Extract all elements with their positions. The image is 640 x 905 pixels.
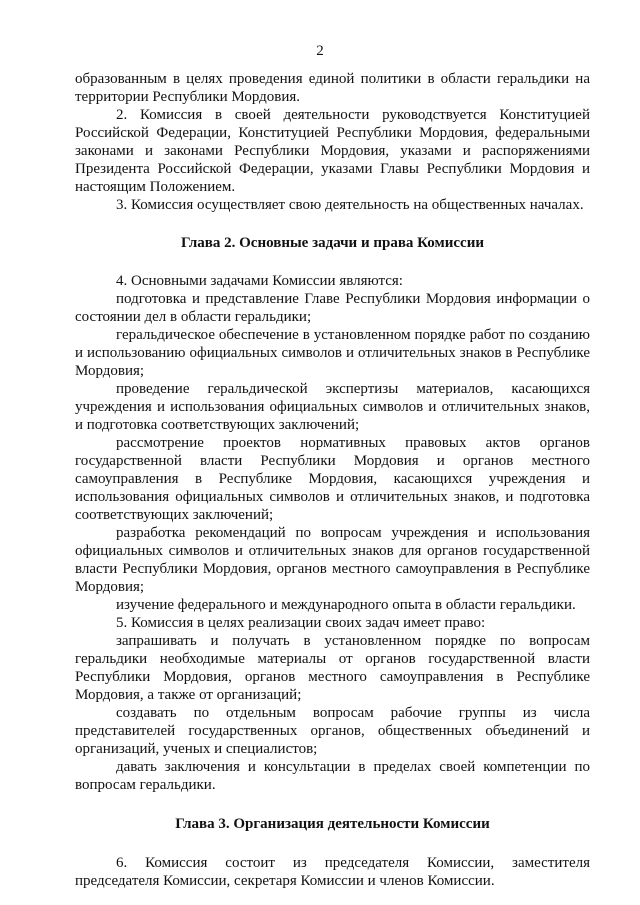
paragraph: образованным в целях проведения единой политики в области геральдики на территории Республики Мордовия. [75, 71, 590, 105]
paragraph: проведение геральдической экспертизы материалов, касающихся учреждения и использования официальных символов и отличительных знаков, и подготовка соответствующих заключений; [75, 381, 590, 433]
paragraph: 4. Основными задачами Комиссии являются: [116, 273, 403, 289]
paragraph: 6. Комиссия состоит из председателя Комиссии, заместителя председателя Комиссии, секретаря Комиссии и членов Комиссии. [75, 855, 590, 889]
paragraph: запрашивать и получать в установленном порядке по вопросам геральдики необходимые материалы от органов государственной власти Республики Мордовия, органов местного самоуправления в Республике Мордовия, а также от организаций; [75, 633, 590, 703]
paragraph: геральдическое обеспечение в установленном порядке работ по созданию и использованию официальных символов и отличительных знаков в Республике Мордовия; [75, 327, 590, 379]
page-body [75, 70, 590, 890]
paragraph: подготовка и представление Главе Республики Мордовия информации о состоянии дел в области геральдики; [75, 291, 590, 325]
chapter-3-heading: Глава 3. Организация деятельности Комиссии [175, 816, 490, 832]
paragraph: изучение федерального и международного опыта в области геральдики. [116, 597, 576, 613]
paragraph: давать заключения и консультации в пределах своей компетенции по вопросам геральдики. [75, 759, 590, 793]
chapter-2-heading: Глава 2. Основные задачи и права Комиссии [181, 235, 484, 251]
paragraph: рассмотрение проектов нормативных правовых актов органов государственной власти Республики Мордовия и органов местного самоуправления в Республике Мордовия, касающихся учреждения и использования официальных символов и отличительных знаков, и подготовка соответствующих заключений; [75, 435, 590, 523]
paragraph: 3. Комиссия осуществляет свою деятельность на общественных началах. [116, 197, 584, 213]
page-number: 2 [316, 43, 324, 59]
paragraph: 2. Комиссия в своей деятельности руководствуется Конституцией Российской Федерации, Конституцией Республики Мордовия, федеральными законами и законами Республики Мордовия, указами и распоряжениями Президента Российской Федерации, указами Главы Республики Мордовия и настоящим Положением. [75, 107, 590, 195]
paragraph: 5. Комиссия в целях реализации своих задач имеет право: [116, 615, 486, 631]
paragraph: разработка рекомендаций по вопросам учреждения и использования официальных символов и отличительных знаков для органов государственной власти Республики Мордовия, органов местного самоуправления в Республике Мордовия; [75, 525, 590, 595]
paragraph: создавать по отдельным вопросам рабочие группы из числа представителей государственных органов, общественных объединений и организаций, ученых и специалистов; [75, 705, 590, 757]
